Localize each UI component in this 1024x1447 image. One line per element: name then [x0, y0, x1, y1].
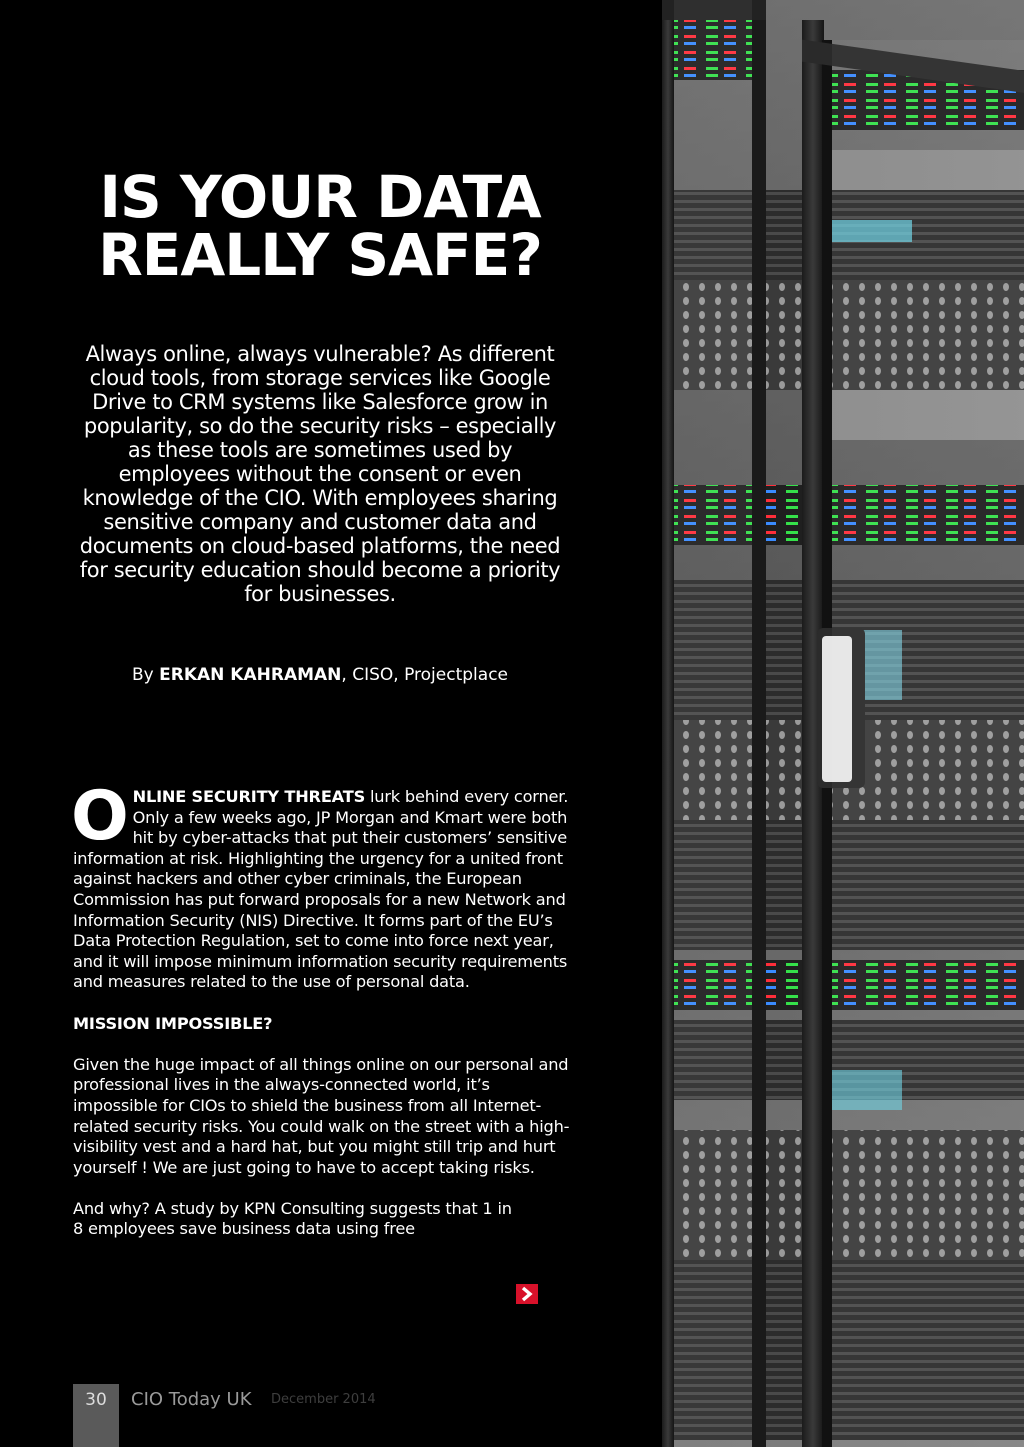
standfirst: Always online, always vulnerable? As different cloud tools, from storage services like Google Drive to CRM systems like Salesforce grow in popularity, so do the security risks – especially as these tools are sometimes used by employees without the consent or even knowledge of the CIO. With employees sharing sensitive company and customer data and documents on cloud-based platforms, the need for security education should become a priority for businesses. [79, 342, 561, 606]
magazine-name: CIO Today UK [131, 1389, 252, 1410]
paragraph-2: Given the huge impact of all things online on our personal and professional lives in the always-connected world, it’s impossible for CIOs to shield the business from all Internet-related security risks. You could walk on the street with a high-visibility vest and a hard hat, but you might still trip and hurt yourself ! We are just going to have to accept taking risks. [73, 1054, 570, 1177]
byline-suffix: , CISO, Projectplace [341, 665, 508, 685]
headline [40, 163, 600, 289]
issue-date: December 2014 [271, 1392, 376, 1407]
paragraph-3: And why? A study by KPN Consulting suggests that 1 in 8 employees save business data using free [73, 1198, 512, 1239]
chevron-right-icon [516, 1284, 538, 1304]
section-heading: MISSION IMPOSSIBLE? [73, 1013, 273, 1033]
byline-author: ERKAN KAHRAMAN [159, 665, 342, 685]
drop-cap: O [71, 777, 129, 856]
headline-line-2: REALLY SAFE? [98, 221, 542, 289]
lead-in-caps: NLINE SECURITY THREATS [132, 787, 366, 806]
server-rack-image [662, 0, 1024, 1447]
paragraph-1 [71, 777, 573, 993]
page-number: 30 [85, 1390, 107, 1410]
continue-arrow[interactable] [516, 1284, 538, 1304]
byline-prefix: By [131, 665, 160, 685]
article-body [71, 777, 573, 1261]
byline [70, 664, 570, 686]
headline-line-1: IS YOUR DATA [99, 163, 541, 231]
paragraph-1-text: lurk behind every corner. Only a few weeks ago, JP Morgan and Kmart were both hit by cyber-attacks that put their customers’ sensitive information at risk. Highlighting the urgency for a united front against hackers and other cyber criminals, the European Commission has put forward proposals for a new Network and Information Security (NIS) Directive. It forms part of the EU’s Data Protection Regulation, set to come into force next year, and it will impose minimum information security requirements and measures related to the use of personal data. [73, 787, 569, 992]
